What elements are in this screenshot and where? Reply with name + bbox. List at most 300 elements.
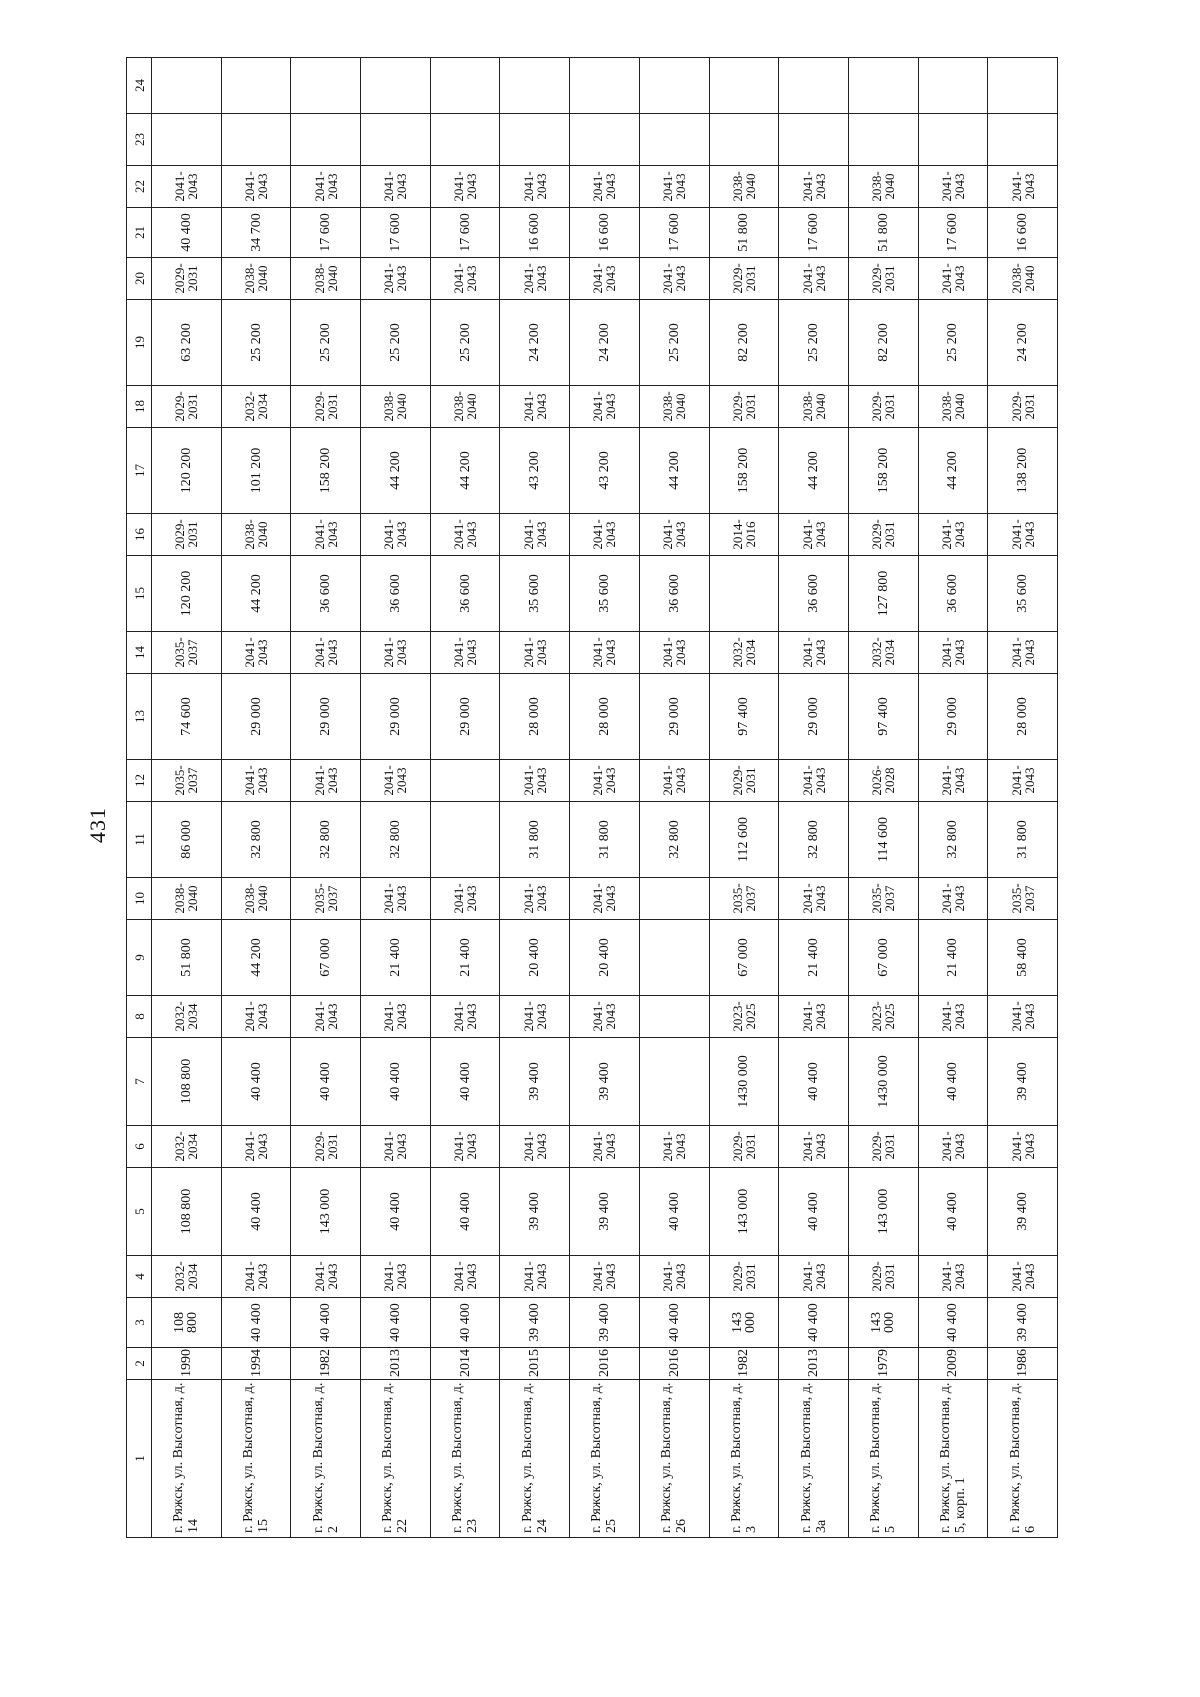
period-cell: 2041-2043 — [291, 996, 361, 1038]
value-cell: 44 200 — [221, 920, 291, 996]
value-cell: 143 000 — [709, 1298, 779, 1348]
period-cell: 2038-2040 — [221, 514, 291, 556]
table-row — [779, 58, 849, 1538]
period-cell: 2041-2043 — [500, 1256, 570, 1298]
table-row — [500, 58, 570, 1538]
period-cell: 2029-2031 — [291, 1126, 361, 1168]
period-cell: 2038-2040 — [430, 386, 500, 428]
period-cell: 2026-2028 — [848, 760, 918, 802]
period-cell: 2023-2025 — [709, 996, 779, 1038]
period-cell: 2041-2043 — [430, 1126, 500, 1168]
value-cell: 16 600 — [988, 208, 1058, 258]
period-cell: 2029-2031 — [709, 1256, 779, 1298]
value-cell: 1430 000 — [848, 1038, 918, 1126]
column-number-cell: 9 — [127, 920, 152, 996]
column-number-cell: 20 — [127, 258, 152, 300]
value-cell: 74 600 — [152, 674, 222, 760]
period-cell: 2041-2043 — [221, 632, 291, 674]
period-cell: 2029-2031 — [709, 1126, 779, 1168]
value-cell — [152, 58, 222, 114]
value-cell: 35 600 — [988, 556, 1058, 632]
period-cell: 2041-2043 — [500, 514, 570, 556]
period-cell: 2038-2040 — [848, 166, 918, 208]
period-cell: 2041-2043 — [779, 1126, 849, 1168]
period-cell: 2041-2043 — [918, 760, 988, 802]
value-cell — [709, 556, 779, 632]
period-cell: 2032-2034 — [848, 632, 918, 674]
period-cell: 2041-2043 — [291, 632, 361, 674]
value-cell — [221, 58, 291, 114]
value-cell: 25 200 — [291, 300, 361, 386]
value-cell: 82 200 — [709, 300, 779, 386]
period-cell: 2038-2040 — [152, 878, 222, 920]
period-cell: 2032-2034 — [152, 1126, 222, 1168]
period-cell: 2041-2043 — [639, 632, 709, 674]
value-cell: 2015 — [500, 1348, 570, 1380]
period-cell: 2041-2043 — [639, 166, 709, 208]
period-cell: 2041-2043 — [639, 258, 709, 300]
value-cell: 39 400 — [988, 1298, 1058, 1348]
period-cell: 2041-2043 — [291, 514, 361, 556]
value-cell: 44 200 — [779, 428, 849, 514]
period-cell: 2029-2031 — [848, 1256, 918, 1298]
value-cell: 20 400 — [570, 920, 640, 996]
period-cell: 2041-2043 — [500, 996, 570, 1038]
value-cell: 39 400 — [570, 1038, 640, 1126]
address-cell: г. Ряжск, ул. Высотная, д. 14 — [152, 1380, 222, 1538]
period-cell: 2041-2043 — [570, 632, 640, 674]
column-number-cell: 14 — [127, 632, 152, 674]
value-cell: 40 400 — [918, 1038, 988, 1126]
period-cell: 2035-2037 — [988, 878, 1058, 920]
period-cell: 2041-2043 — [918, 632, 988, 674]
period-cell: 2041-2043 — [779, 514, 849, 556]
address-cell: г. Ряжск, ул. Высотная, д. 2 — [291, 1380, 361, 1538]
value-cell: 67 000 — [291, 920, 361, 996]
column-number-cell: 18 — [127, 386, 152, 428]
table-row — [709, 58, 779, 1538]
period-cell: 2038-2040 — [291, 258, 361, 300]
address-cell: г. Ряжск, ул. Высотная, д. 5, корп. 1 — [918, 1380, 988, 1538]
value-cell: 143 000 — [848, 1168, 918, 1256]
period-cell: 2038-2040 — [988, 258, 1058, 300]
period-cell: 2029-2031 — [152, 386, 222, 428]
period-cell: 2041-2043 — [221, 1256, 291, 1298]
value-cell: 1982 — [709, 1348, 779, 1380]
period-cell: 2041-2043 — [988, 632, 1058, 674]
column-number-cell: 2 — [127, 1348, 152, 1380]
value-cell — [221, 114, 291, 166]
period-cell: 2041-2043 — [918, 996, 988, 1038]
value-cell: 34 700 — [221, 208, 291, 258]
value-cell: 32 800 — [291, 802, 361, 878]
value-cell: 40 400 — [639, 1168, 709, 1256]
value-cell: 97 400 — [848, 674, 918, 760]
value-cell: 108 800 — [152, 1038, 222, 1126]
value-cell: 58 400 — [988, 920, 1058, 996]
period-cell: 2041-2043 — [361, 760, 431, 802]
period-cell: 2041-2043 — [430, 258, 500, 300]
value-cell: 40 400 — [291, 1038, 361, 1126]
value-cell: 28 000 — [988, 674, 1058, 760]
period-cell: 2041-2043 — [918, 514, 988, 556]
value-cell: 112 600 — [709, 802, 779, 878]
period-cell: 2035-2037 — [709, 878, 779, 920]
period-cell: 2041-2043 — [779, 166, 849, 208]
period-cell: 2041-2043 — [570, 386, 640, 428]
period-cell: 2041-2043 — [779, 632, 849, 674]
value-cell: 16 600 — [570, 208, 640, 258]
table-row — [291, 58, 361, 1538]
period-cell: 2041-2043 — [500, 386, 570, 428]
value-cell: 120 200 — [152, 556, 222, 632]
value-cell — [639, 1038, 709, 1126]
value-cell: 40 400 — [639, 1298, 709, 1348]
value-cell: 36 600 — [918, 556, 988, 632]
value-cell — [779, 58, 849, 114]
column-number-cell: 23 — [127, 114, 152, 166]
period-cell: 2041-2043 — [291, 760, 361, 802]
table-row — [221, 58, 291, 1538]
value-cell: 143 000 — [848, 1298, 918, 1348]
period-cell: 2041-2043 — [221, 1126, 291, 1168]
period-cell: 2029-2031 — [709, 760, 779, 802]
value-cell: 36 600 — [639, 556, 709, 632]
value-cell: 67 000 — [848, 920, 918, 996]
value-cell: 40 400 — [221, 1298, 291, 1348]
period-cell: 2041-2043 — [570, 760, 640, 802]
period-cell: 2029-2031 — [848, 514, 918, 556]
period-cell: 2038-2040 — [779, 386, 849, 428]
value-cell: 25 200 — [221, 300, 291, 386]
period-cell: 2038-2040 — [221, 878, 291, 920]
address-cell: г. Ряжск, ул. Высотная, д. 24 — [500, 1380, 570, 1538]
period-cell: 2041-2043 — [570, 878, 640, 920]
value-cell: 39 400 — [500, 1298, 570, 1348]
period-cell: 2041-2043 — [430, 1256, 500, 1298]
period-cell: 2041-2043 — [291, 166, 361, 208]
column-number-cell: 24 — [127, 58, 152, 114]
value-cell: 31 800 — [988, 802, 1058, 878]
value-cell — [430, 802, 500, 878]
value-cell: 2016 — [570, 1348, 640, 1380]
value-cell: 44 200 — [361, 428, 431, 514]
value-cell — [918, 58, 988, 114]
rotated-table-container — [126, 58, 1058, 1538]
period-cell: 2041-2043 — [221, 166, 291, 208]
value-cell: 39 400 — [500, 1168, 570, 1256]
value-cell: 63 200 — [152, 300, 222, 386]
value-cell — [430, 114, 500, 166]
value-cell — [570, 114, 640, 166]
value-cell: 25 200 — [361, 300, 431, 386]
column-number-cell: 4 — [127, 1256, 152, 1298]
period-cell: 2041-2043 — [152, 166, 222, 208]
period-cell: 2038-2040 — [709, 166, 779, 208]
period-cell: 2041-2043 — [570, 1256, 640, 1298]
value-cell: 17 600 — [430, 208, 500, 258]
page-number: 431 — [85, 807, 110, 843]
value-cell: 43 200 — [570, 428, 640, 514]
table-row — [570, 58, 640, 1538]
period-cell: 2029-2031 — [709, 258, 779, 300]
value-cell: 2013 — [779, 1348, 849, 1380]
period-cell: 2041-2043 — [361, 1126, 431, 1168]
value-cell: 40 400 — [430, 1038, 500, 1126]
column-number-cell: 19 — [127, 300, 152, 386]
value-cell: 39 400 — [570, 1168, 640, 1256]
column-number-row — [127, 58, 152, 1538]
period-cell: 2041-2043 — [221, 996, 291, 1038]
period-cell: 2029-2031 — [152, 514, 222, 556]
value-cell: 40 400 — [361, 1038, 431, 1126]
value-cell: 31 800 — [500, 802, 570, 878]
column-number-cell: 10 — [127, 878, 152, 920]
period-cell: 2041-2043 — [291, 1256, 361, 1298]
value-cell: 158 200 — [709, 428, 779, 514]
period-cell: 2041-2043 — [361, 878, 431, 920]
value-cell: 127 800 — [848, 556, 918, 632]
value-cell: 28 000 — [570, 674, 640, 760]
period-cell: 2041-2043 — [918, 166, 988, 208]
value-cell — [779, 114, 849, 166]
period-cell — [639, 996, 709, 1038]
value-cell: 31 800 — [570, 802, 640, 878]
value-cell: 51 800 — [152, 920, 222, 996]
period-cell: 2041-2043 — [500, 632, 570, 674]
period-cell: 2041-2043 — [430, 632, 500, 674]
period-cell: 2041-2043 — [500, 166, 570, 208]
value-cell: 29 000 — [430, 674, 500, 760]
column-number-cell: 5 — [127, 1168, 152, 1256]
period-cell: 2041-2043 — [570, 1126, 640, 1168]
value-cell: 2014 — [430, 1348, 500, 1380]
period-cell: 2029-2031 — [988, 386, 1058, 428]
value-cell: 36 600 — [430, 556, 500, 632]
value-cell: 44 200 — [918, 428, 988, 514]
period-cell: 2041-2043 — [639, 1256, 709, 1298]
value-cell: 29 000 — [639, 674, 709, 760]
capital-repair-table — [126, 57, 1058, 1538]
period-cell: 2041-2043 — [430, 514, 500, 556]
value-cell: 40 400 — [152, 208, 222, 258]
address-cell: г. Ряжск, ул. Высотная, д. 6 — [988, 1380, 1058, 1538]
value-cell: 35 600 — [570, 556, 640, 632]
value-cell: 17 600 — [291, 208, 361, 258]
column-number-cell: 8 — [127, 996, 152, 1038]
value-cell: 32 800 — [221, 802, 291, 878]
value-cell: 24 200 — [988, 300, 1058, 386]
period-cell: 2032-2034 — [152, 996, 222, 1038]
value-cell: 108 800 — [152, 1298, 222, 1348]
address-cell: г. Ряжск, ул. Высотная, д. 15 — [221, 1380, 291, 1538]
value-cell: 97 400 — [709, 674, 779, 760]
value-cell: 39 400 — [988, 1168, 1058, 1256]
column-number-cell: 13 — [127, 674, 152, 760]
value-cell — [570, 58, 640, 114]
value-cell: 1430 000 — [709, 1038, 779, 1126]
period-cell: 2038-2040 — [361, 386, 431, 428]
value-cell — [291, 58, 361, 114]
value-cell: 1990 — [152, 1348, 222, 1380]
value-cell: 82 200 — [848, 300, 918, 386]
table-row — [988, 58, 1058, 1538]
value-cell: 114 600 — [848, 802, 918, 878]
period-cell: 2041-2043 — [639, 1126, 709, 1168]
table-row — [361, 58, 431, 1538]
period-cell: 2029-2031 — [848, 386, 918, 428]
period-cell: 2041-2043 — [779, 760, 849, 802]
value-cell: 21 400 — [361, 920, 431, 996]
period-cell: 2041-2043 — [988, 514, 1058, 556]
period-cell: 2041-2043 — [988, 996, 1058, 1038]
value-cell: 25 200 — [918, 300, 988, 386]
value-cell: 32 800 — [918, 802, 988, 878]
address-cell: г. Ряжск, ул. Высотная, д. 26 — [639, 1380, 709, 1538]
value-cell — [152, 114, 222, 166]
period-cell: 2029-2031 — [709, 386, 779, 428]
value-cell: 40 400 — [918, 1168, 988, 1256]
value-cell: 32 800 — [639, 802, 709, 878]
period-cell: 2041-2043 — [918, 1256, 988, 1298]
value-cell: 1994 — [221, 1348, 291, 1380]
value-cell: 20 400 — [500, 920, 570, 996]
value-cell: 35 600 — [500, 556, 570, 632]
value-cell: 1982 — [291, 1348, 361, 1380]
value-cell — [639, 114, 709, 166]
value-cell: 143 000 — [291, 1168, 361, 1256]
period-cell: 2041-2043 — [361, 1256, 431, 1298]
value-cell: 25 200 — [779, 300, 849, 386]
value-cell: 29 000 — [918, 674, 988, 760]
period-cell: 2041-2043 — [570, 258, 640, 300]
value-cell: 21 400 — [918, 920, 988, 996]
period-cell: 2032-2034 — [709, 632, 779, 674]
period-cell: 2032-2034 — [152, 1256, 222, 1298]
period-cell: 2041-2043 — [500, 1126, 570, 1168]
value-cell: 44 200 — [221, 556, 291, 632]
address-cell: г. Ряжск, ул. Высотная, д. 3а — [779, 1380, 849, 1538]
value-cell: 51 800 — [709, 208, 779, 258]
value-cell — [500, 114, 570, 166]
period-cell: 2038-2040 — [221, 258, 291, 300]
period-cell: 2041-2043 — [570, 996, 640, 1038]
period-cell — [639, 878, 709, 920]
period-cell: 2038-2040 — [918, 386, 988, 428]
column-number-cell: 1 — [127, 1380, 152, 1538]
column-number-cell: 15 — [127, 556, 152, 632]
value-cell: 2016 — [639, 1348, 709, 1380]
table-row — [639, 58, 709, 1538]
period-cell: 2032-2034 — [221, 386, 291, 428]
value-cell — [361, 58, 431, 114]
period-cell: 2041-2043 — [361, 166, 431, 208]
period-cell: 2041-2043 — [500, 258, 570, 300]
period-cell: 2041-2043 — [918, 1126, 988, 1168]
value-cell: 39 400 — [500, 1038, 570, 1126]
address-cell: г. Ряжск, ул. Высотная, д. 3 — [709, 1380, 779, 1538]
period-cell: 2041-2043 — [430, 996, 500, 1038]
value-cell: 40 400 — [291, 1298, 361, 1348]
period-cell: 2041-2043 — [988, 1126, 1058, 1168]
period-cell: 2041-2043 — [988, 1256, 1058, 1298]
value-cell: 24 200 — [570, 300, 640, 386]
period-cell: 2035-2037 — [291, 878, 361, 920]
value-cell: 158 200 — [291, 428, 361, 514]
period-cell: 2041-2043 — [221, 760, 291, 802]
value-cell — [291, 114, 361, 166]
value-cell: 36 600 — [779, 556, 849, 632]
value-cell: 40 400 — [779, 1168, 849, 1256]
table-row — [430, 58, 500, 1538]
column-number-cell: 22 — [127, 166, 152, 208]
value-cell: 21 400 — [430, 920, 500, 996]
value-cell — [430, 58, 500, 114]
value-cell: 25 200 — [639, 300, 709, 386]
value-cell: 32 800 — [779, 802, 849, 878]
period-cell — [430, 760, 500, 802]
value-cell: 2013 — [361, 1348, 431, 1380]
period-cell: 2041-2043 — [361, 996, 431, 1038]
value-cell: 17 600 — [779, 208, 849, 258]
value-cell: 143 000 — [709, 1168, 779, 1256]
period-cell: 2038-2040 — [639, 386, 709, 428]
value-cell — [848, 58, 918, 114]
value-cell: 1979 — [848, 1348, 918, 1380]
address-cell: г. Ряжск, ул. Высотная, д. 23 — [430, 1380, 500, 1538]
value-cell — [988, 114, 1058, 166]
value-cell — [639, 920, 709, 996]
period-cell: 2041-2043 — [361, 632, 431, 674]
column-number-cell: 12 — [127, 760, 152, 802]
period-cell: 2014-2016 — [709, 514, 779, 556]
value-cell: 28 000 — [500, 674, 570, 760]
period-cell: 2041-2043 — [988, 166, 1058, 208]
value-cell: 40 400 — [430, 1298, 500, 1348]
value-cell: 17 600 — [639, 208, 709, 258]
period-cell: 2041-2043 — [361, 514, 431, 556]
period-cell: 2041-2043 — [779, 878, 849, 920]
period-cell: 2041-2043 — [918, 878, 988, 920]
period-cell: 2041-2043 — [430, 878, 500, 920]
value-cell: 40 400 — [918, 1298, 988, 1348]
value-cell — [639, 58, 709, 114]
value-cell — [709, 58, 779, 114]
value-cell: 29 000 — [291, 674, 361, 760]
value-cell: 39 400 — [570, 1298, 640, 1348]
period-cell: 2041-2043 — [779, 258, 849, 300]
column-number-cell: 11 — [127, 802, 152, 878]
value-cell — [709, 114, 779, 166]
value-cell: 29 000 — [779, 674, 849, 760]
value-cell: 29 000 — [361, 674, 431, 760]
value-cell: 40 400 — [430, 1168, 500, 1256]
value-cell: 67 000 — [709, 920, 779, 996]
period-cell: 2035-2037 — [152, 760, 222, 802]
value-cell: 36 600 — [291, 556, 361, 632]
period-cell: 2029-2031 — [848, 1126, 918, 1168]
address-cell: г. Ряжск, ул. Высотная, д. 25 — [570, 1380, 640, 1538]
period-cell: 2035-2037 — [848, 878, 918, 920]
period-cell: 2023-2025 — [848, 996, 918, 1038]
value-cell: 86 000 — [152, 802, 222, 878]
period-cell: 2041-2043 — [639, 760, 709, 802]
value-cell: 21 400 — [779, 920, 849, 996]
value-cell: 17 600 — [361, 208, 431, 258]
period-cell: 2041-2043 — [988, 760, 1058, 802]
value-cell: 36 600 — [361, 556, 431, 632]
value-cell: 40 400 — [221, 1038, 291, 1126]
